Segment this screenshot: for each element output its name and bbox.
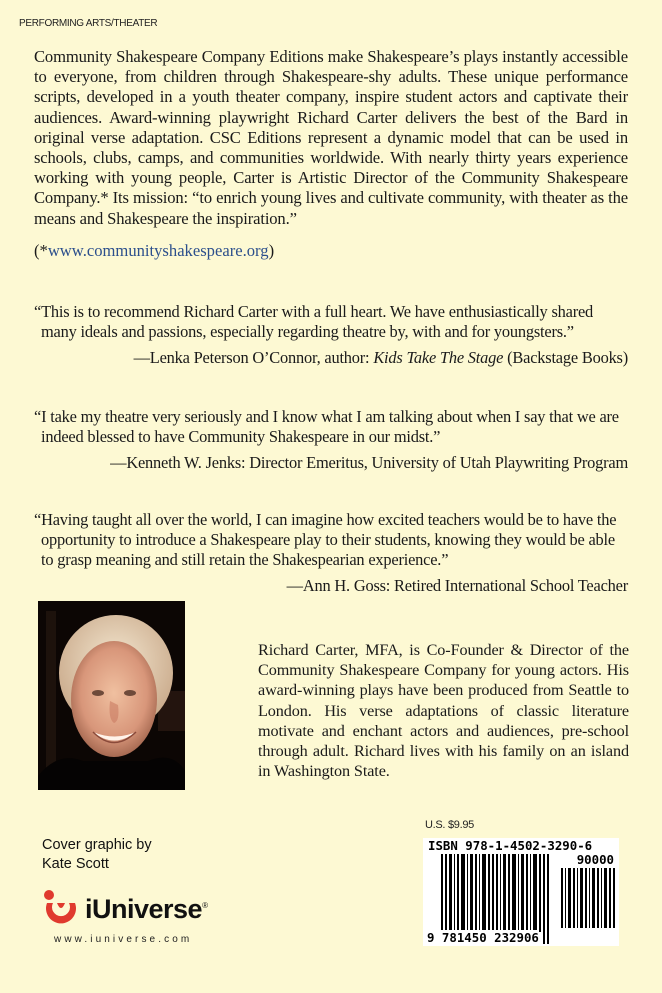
footnote-close: )	[268, 241, 275, 260]
website-footnote	[34, 241, 274, 261]
testimonial-quote: “Having taught all over the world, I can imagine how excited teachers would be to have the opportunity to introduce a Shakespeare play to their students, knowing they would be able to grasp meaning and still retain the Shakespearian experience.”	[34, 510, 617, 569]
publisher-text: (Backstage Books)	[503, 348, 628, 367]
price-label: U.S. $9.95	[425, 819, 474, 831]
isbn-number: ISBN 978-1-4502-3290-6	[428, 838, 593, 853]
testimonial	[34, 302, 628, 368]
ean-number: 9 781450 232906	[427, 930, 539, 945]
blurb-text: Community Shakespeare Company Editions make Shakespeare’s plays instantly accessible to everyone, from children through Shakespeare-shy adults. These unique performance scripts, developed in a youth theater company, inspire student actors and captivate their audiences. Award-winning playwright Richard Carter delivers the best of the Bard in original verse adaptation. CSC Editions represent a dynamic model that can be used in schools, clubs, camps, and communities worldwide. With nearly thirty years experience working with young people, Carter is Artistic Director of the Community Shakespeare Company.* Its mission: “to enrich young lives and cultivate community, with theater as the means and Shakespeare the inspiration.”	[34, 47, 628, 228]
publisher-url[interactable]: www.iuniverse.com	[54, 934, 193, 945]
author-bio: Richard Carter, MFA, is Co-Founder & Director of the Community Shakespeare Company for young actors. His award-winning plays have been produced from Seattle to London. His verse adaptations of classic literature motivate and enchant actors and audiences, pre-school through adult. Richard lives with his family on an island in Washington State.	[258, 641, 629, 781]
testimonial-quote: “I take my theatre very seriously and I know what I am talking about when I say that we are indeed blessed to have Community Shakespeare in our midst.”	[34, 407, 619, 446]
book-blurb	[34, 47, 628, 229]
publisher-logo	[43, 889, 207, 929]
publisher-name-text: iUniverse	[85, 893, 203, 924]
testimonial-attribution: —Kenneth W. Jenks: Director Emeritus, University of Utah Playwriting Program	[110, 453, 628, 472]
author-portrait-icon	[38, 601, 185, 790]
testimonial-attribution	[34, 348, 628, 368]
book-title: Kids Take The Stage	[373, 348, 504, 367]
publisher-name	[85, 894, 207, 925]
attribution-text: —Lenka Peterson O’Connor, author:	[133, 348, 374, 367]
testimonial-quote: “This is to recommend Richard Carter with a full heart. We have enthusiastically shared many ideals and passions, especially regarding theatre by, with and for youngsters.”	[34, 302, 594, 341]
credit-line-1: Cover graphic by	[42, 837, 152, 853]
barcode-addon-icon	[561, 868, 615, 928]
cover-credit	[42, 836, 152, 874]
author-photo	[38, 601, 185, 790]
iuniverse-logo-icon	[43, 889, 79, 929]
isbn-barcode	[423, 838, 619, 946]
price-addon-code: 90000	[576, 852, 614, 867]
footnote-open: (*	[34, 241, 48, 260]
website-link[interactable]: www.communityshakespeare.org	[47, 241, 269, 260]
category-label: PERFORMING ARTS/THEATER	[19, 18, 158, 29]
credit-line-2: Kate Scott	[42, 856, 109, 872]
testimonial-attribution: —Ann H. Goss: Retired International School Teacher	[286, 576, 628, 595]
testimonial	[34, 407, 628, 473]
registered-mark: ®	[202, 900, 208, 910]
testimonial	[34, 510, 628, 596]
